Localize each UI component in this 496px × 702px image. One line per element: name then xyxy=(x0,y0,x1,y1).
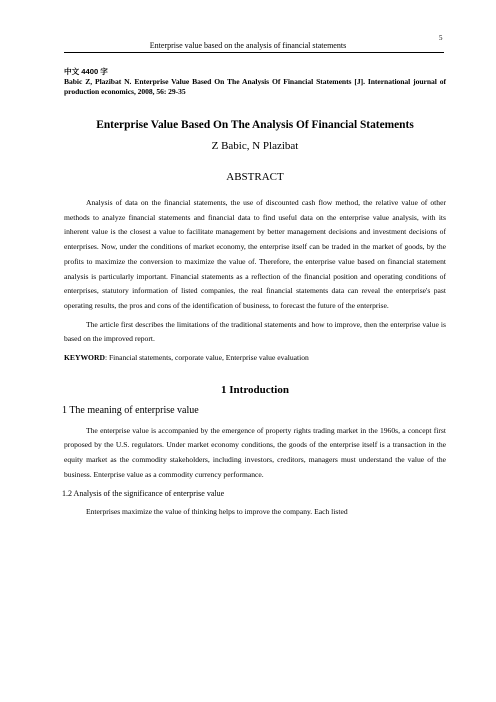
running-header: Enterprise value based on the analysis of financial statements xyxy=(149,41,347,50)
article-title: Enterprise Value Based On The Analysis Of Financial Statements xyxy=(96,119,414,131)
page-number: 5 xyxy=(439,34,443,42)
abstract-paragraph: Analysis of data on the financial statements, the use of discounted cash flow method, the relative value of other methods to analyze financial statements and financial data to find useful data on the enterprise value analysis, with its inherent value is the closest a value to facilitate management by better management decisions and investment decisions of enterprises. Now, under the conditions of market economy, the enterprise itself can be traded in the market of goods, by the profits to maximize the conversion to maximize the value of. Therefore, the enterprise value based on financial statement analysis is particularly important. Financial statements as a reflection of the financial position and operating conditions of enterprises, statutory information of listed companies, the real financial statements data can reveal the enterprise's past operating results, the pros and cons of the identification of business, to forecast the future of the enterprise. xyxy=(64,198,446,310)
abstract-heading: ABSTRACT xyxy=(226,171,284,183)
word-count-note: 中文 4400 字 xyxy=(64,67,108,76)
citation: Babic Z, Plazibat N. Enterprise Value Based On The Analysis Of Financial Statements [J]. International journal of production economics, 2008, 56: 29-35 xyxy=(64,77,446,96)
subsection-heading: 1.2 Analysis of the significance of enterprise value xyxy=(62,488,225,498)
keywords-line xyxy=(64,351,446,366)
keywords-label: KEYWORD xyxy=(64,353,105,363)
section-heading: 1 Introduction xyxy=(221,383,289,396)
header-rule xyxy=(64,52,444,53)
article-authors: Z Babic, N Plazibat xyxy=(211,140,299,152)
body-paragraph: Enterprises maximize the value of thinking helps to improve the company. Each listed xyxy=(86,506,348,516)
body-paragraph: The enterprise value is accompanied by the emergence of property rights trading market in the 1960s, a concept first proposed by the U.S. regulators. Under market economy conditions, the goods of the enterprise itself is a transaction in the equity market as the commodity stakeholders, including investors, creditors, managers must understand the value of the business. Enterprise value as a commodity currency performance. xyxy=(64,425,446,479)
keywords-text: : Financial statements, corporate value, Enterprise value evaluation xyxy=(104,353,309,363)
page-content xyxy=(64,67,446,519)
subsection-heading: 1 The meaning of enterprise value xyxy=(62,404,199,416)
abstract-paragraph: The article first describes the limitations of the traditional statements and how to improve, then the enterprise value is based on the improved report. xyxy=(64,319,446,344)
